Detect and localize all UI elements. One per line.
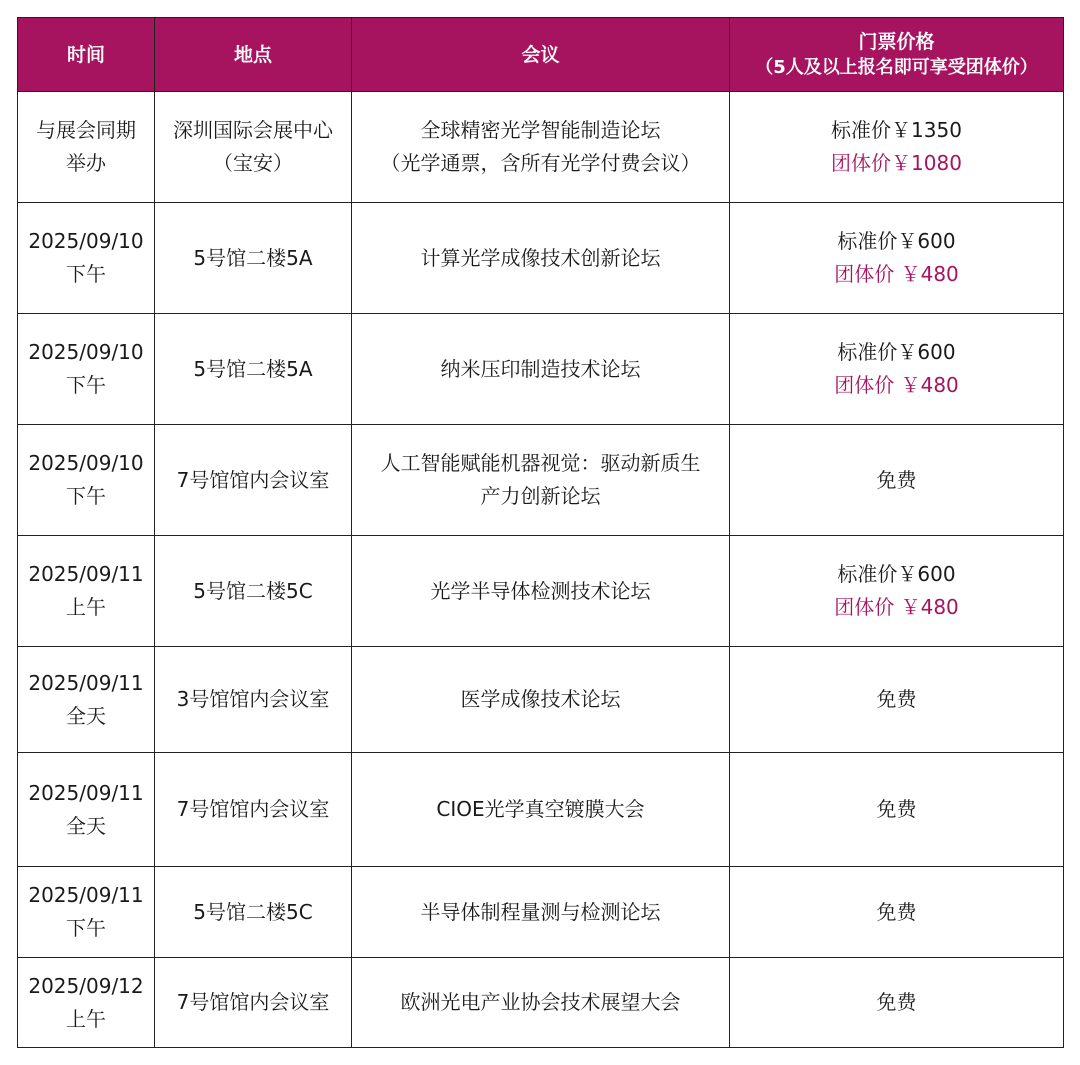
cell-meeting: [352, 867, 730, 958]
meeting-line-1: CIOE光学真空镀膜大会: [436, 797, 645, 821]
cell-meeting: [352, 314, 730, 425]
standard-price: 标准价￥1350: [831, 118, 962, 142]
meeting-line-1: 欧洲光电产业协会技术展望大会: [400, 990, 681, 1014]
header-price-title: 门票价格: [858, 30, 935, 53]
meeting-line-1: 计算光学成像技术创新论坛: [420, 245, 661, 270]
time-period: 举办: [66, 151, 106, 175]
cell-time: [18, 536, 155, 647]
free-price: 免费: [876, 687, 917, 711]
standard-price: 标准价￥600: [837, 229, 956, 253]
cell-location: [155, 203, 352, 314]
cell-meeting: [352, 203, 730, 314]
time-period: 下午: [66, 262, 106, 286]
table-row: [18, 958, 1064, 1048]
meeting-line-2: 产力创新论坛: [480, 484, 601, 508]
time-date: 2025/09/11: [28, 883, 144, 907]
cell-location: [155, 536, 352, 647]
cell-time: [18, 425, 155, 536]
table-row: [18, 203, 1064, 314]
cell-location: [155, 425, 352, 536]
time-date: 2025/09/11: [28, 562, 144, 586]
location-line-1: 5号馆二楼5C: [193, 899, 313, 924]
header-location: 地点: [155, 18, 352, 92]
location-line-2: （宝安）: [213, 151, 293, 175]
time-period: 全天: [66, 703, 106, 728]
cell-price: [730, 203, 1064, 314]
table-row: [18, 647, 1064, 753]
time-period: 下午: [66, 916, 106, 940]
meeting-line-1: 全球精密光学智能制造论坛: [420, 118, 661, 142]
cell-price: [730, 314, 1064, 425]
free-price: 免费: [876, 899, 917, 924]
cell-time: [18, 647, 155, 753]
cell-time: [18, 92, 155, 203]
location-line-1: 7号馆馆内会议室: [176, 990, 330, 1014]
cell-price: [730, 647, 1064, 753]
standard-price: 标准价￥600: [837, 562, 956, 586]
cell-price: [730, 92, 1064, 203]
cell-location: [155, 753, 352, 867]
location-line-1: 5号馆二楼5C: [193, 578, 313, 603]
table-row: [18, 314, 1064, 425]
time-date: 2025/09/10: [28, 451, 144, 475]
time-period: 下午: [66, 484, 106, 508]
meeting-line-1: 人工智能赋能机器视觉：驱动新质生: [380, 451, 701, 475]
meeting-line-2: （光学通票，含所有光学付费会议）: [380, 151, 701, 175]
time-date: 2025/09/11: [28, 780, 144, 805]
cell-meeting: [352, 958, 730, 1048]
table-row: [18, 867, 1064, 958]
location-line-1: 5号馆二楼5A: [193, 356, 313, 381]
free-price: 免费: [876, 797, 917, 821]
table-body: [18, 92, 1064, 1048]
cell-meeting: [352, 536, 730, 647]
cell-time: [18, 314, 155, 425]
cell-price: [730, 753, 1064, 867]
cell-price: [730, 867, 1064, 958]
meeting-line-1: 光学半导体检测技术论坛: [430, 578, 651, 603]
standard-price: 标准价￥600: [837, 340, 956, 364]
cell-meeting: [352, 753, 730, 867]
conference-schedule-table: [17, 17, 1064, 1048]
meeting-line-1: 半导体制程量测与检测论坛: [420, 899, 661, 924]
free-price: 免费: [876, 990, 917, 1014]
cell-location: [155, 867, 352, 958]
cell-location: [155, 958, 352, 1048]
cell-meeting: [352, 92, 730, 203]
cell-location: [155, 92, 352, 203]
location-line-1: 3号馆馆内会议室: [176, 687, 330, 711]
cell-price: [730, 536, 1064, 647]
cell-time: [18, 958, 155, 1048]
cell-price: [730, 425, 1064, 536]
time-period: 全天: [66, 813, 106, 838]
cell-time: [18, 867, 155, 958]
location-line-1: 7号馆馆内会议室: [176, 467, 330, 492]
group-price: 团体价 ￥480: [834, 262, 959, 286]
header-price-note: （5人及以上报名即可享受团体价）: [755, 56, 1038, 78]
cell-location: [155, 647, 352, 753]
cell-meeting: [352, 647, 730, 753]
header-price: [730, 18, 1064, 92]
cell-price: [730, 958, 1064, 1048]
time-date: 2025/09/12: [28, 973, 144, 998]
location-line-1: 7号馆馆内会议室: [176, 797, 330, 821]
time-date: 2025/09/11: [28, 670, 144, 695]
table-row: [18, 536, 1064, 647]
cell-meeting: [352, 425, 730, 536]
header-meeting: 会议: [352, 18, 730, 92]
cell-time: [18, 753, 155, 867]
time-period: 上午: [66, 595, 106, 619]
free-price: 免费: [876, 467, 917, 492]
time-date: 2025/09/10: [28, 340, 144, 364]
table-header: [18, 18, 1064, 92]
group-price: 团体价 ￥480: [834, 373, 959, 397]
table-row: [18, 753, 1064, 867]
cell-time: [18, 203, 155, 314]
time-period: 上午: [66, 1006, 106, 1031]
time-date: 与展会同期: [36, 118, 136, 142]
table-row: [18, 425, 1064, 536]
group-price: 团体价￥1080: [831, 151, 962, 175]
table-row: [18, 92, 1064, 203]
time-date: 2025/09/10: [28, 229, 144, 253]
location-line-1: 5号馆二楼5A: [193, 245, 313, 270]
meeting-line-1: 纳米压印制造技术论坛: [440, 356, 641, 381]
location-line-1: 深圳国际会展中心: [173, 118, 333, 142]
time-period: 下午: [66, 373, 106, 397]
meeting-line-1: 医学成像技术论坛: [460, 687, 621, 711]
cell-location: [155, 314, 352, 425]
header-time: 时间: [18, 18, 155, 92]
group-price: 团体价 ￥480: [834, 595, 959, 619]
header-row: [18, 18, 1064, 92]
